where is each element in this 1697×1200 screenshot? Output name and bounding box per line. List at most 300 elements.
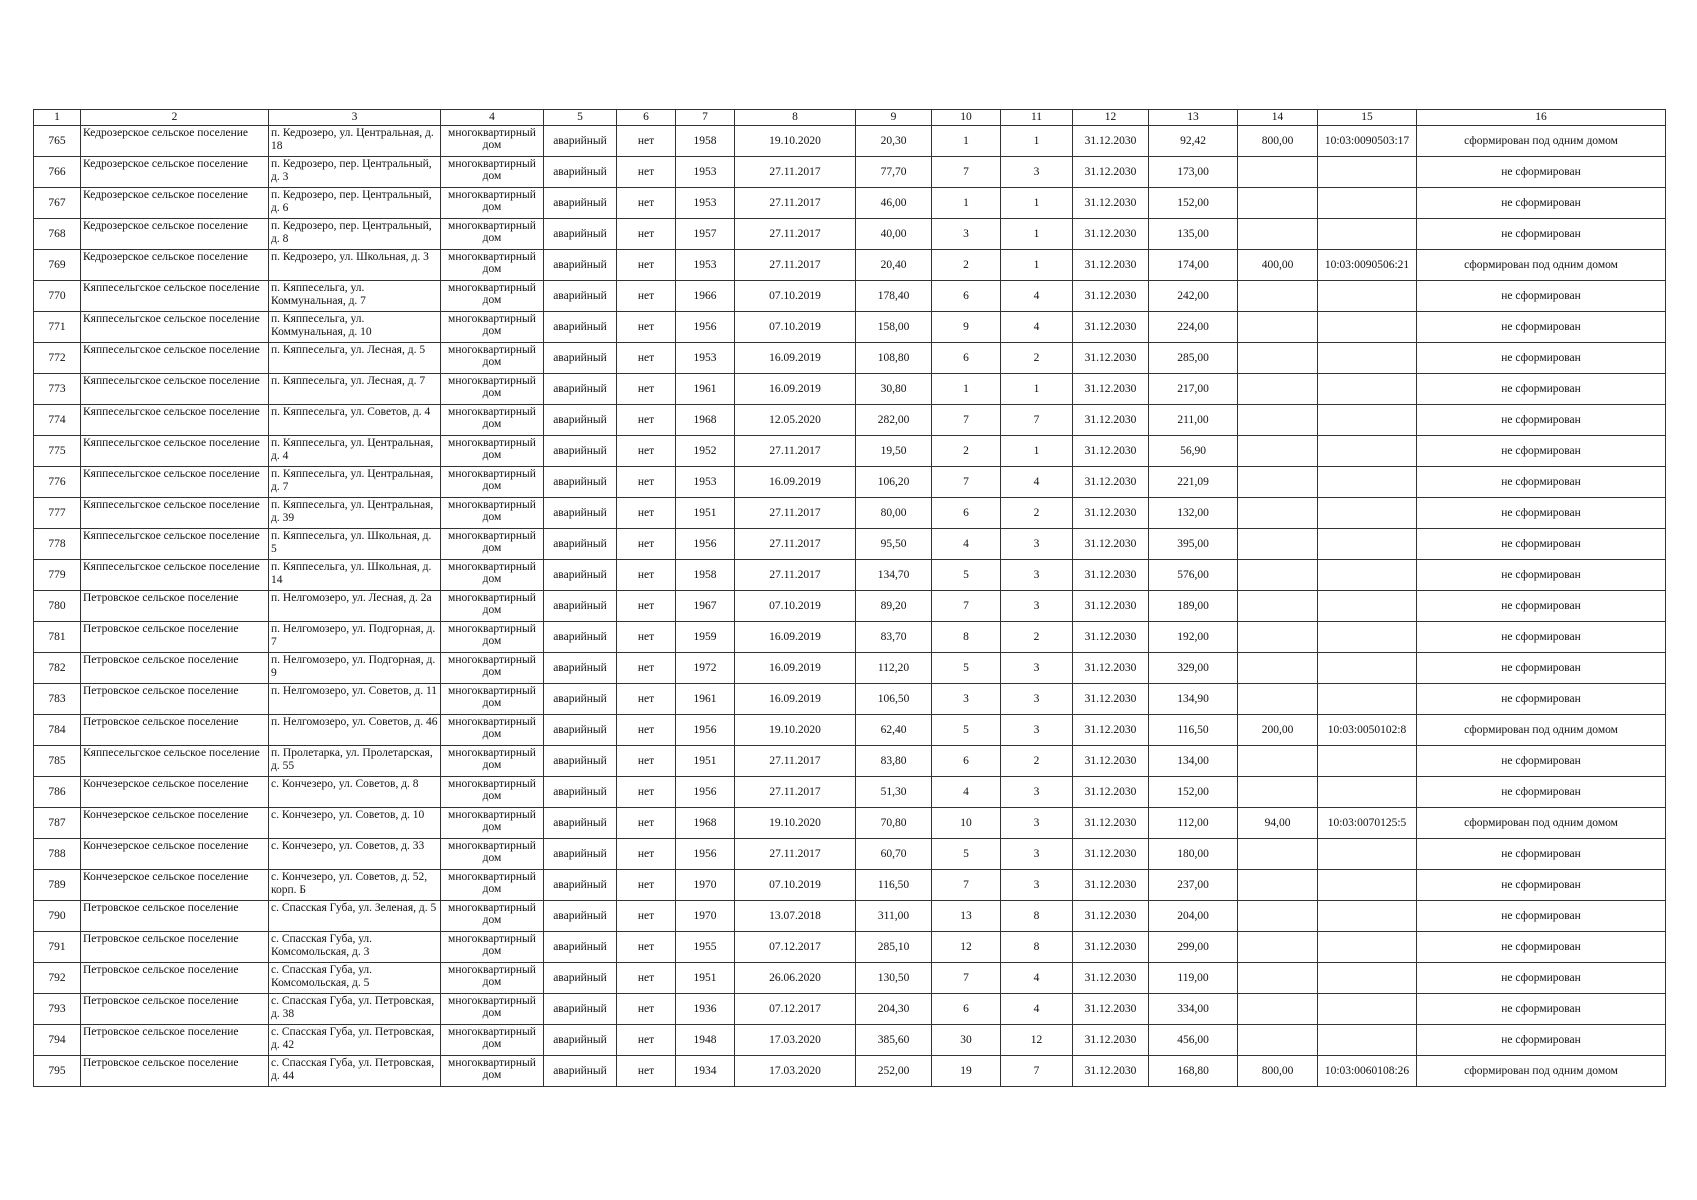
- table-cell-col-3: с. Спасская Губа, ул. Петровская, д. 44: [269, 1056, 441, 1087]
- table-cell-col-9: 95,50: [856, 529, 932, 560]
- table-cell-col-10: 3: [932, 684, 1001, 715]
- table-row: [34, 808, 1666, 839]
- table-cell-col-3: п. Кедрозеро, пер. Центральный, д. 3: [269, 157, 441, 188]
- table-cell-col-14: [1238, 467, 1318, 498]
- table-cell-col-12: 31.12.2030: [1073, 219, 1149, 250]
- table-cell-col-13: 192,00: [1149, 622, 1238, 653]
- column-header-5: 5: [544, 110, 617, 126]
- table-cell-col-3: с. Кончезеро, ул. Советов, д. 10: [269, 808, 441, 839]
- table-cell-col-5: аварийный: [544, 1025, 617, 1056]
- table-cell-col-15: [1318, 839, 1417, 870]
- table-cell-col-16: не сформирован: [1417, 653, 1666, 684]
- table-row: [34, 684, 1666, 715]
- table-cell-col-14: [1238, 281, 1318, 312]
- table-cell-col-5: аварийный: [544, 684, 617, 715]
- table-row: [34, 498, 1666, 529]
- table-cell-col-2: Кяппесельгское сельское поселение: [81, 312, 269, 343]
- table-cell-col-2: Кончезерское сельское поселение: [81, 839, 269, 870]
- table-row: [34, 1056, 1666, 1087]
- table-cell-col-1: 791: [34, 932, 81, 963]
- table-cell-col-3: с. Кончезеро, ул. Советов, д. 8: [269, 777, 441, 808]
- table-cell-col-16: не сформирован: [1417, 994, 1666, 1025]
- table-cell-col-12: 31.12.2030: [1073, 1056, 1149, 1087]
- table-cell-col-6: нет: [617, 126, 676, 157]
- table-cell-col-3: п. Кяппесельга, ул. Коммунальная, д. 10: [269, 312, 441, 343]
- table-cell-col-2: Кедрозерское сельское поселение: [81, 250, 269, 281]
- table-row: [34, 126, 1666, 157]
- table-cell-col-3: п. Нелгомозеро, ул. Подгорная, д. 7: [269, 622, 441, 653]
- table-cell-col-5: аварийный: [544, 808, 617, 839]
- table-cell-col-1: 780: [34, 591, 81, 622]
- table-cell-col-10: 1: [932, 188, 1001, 219]
- table-cell-col-9: 70,80: [856, 808, 932, 839]
- table-cell-col-9: 30,80: [856, 374, 932, 405]
- table-cell-col-8: 16.09.2019: [735, 374, 856, 405]
- table-cell-col-9: 178,40: [856, 281, 932, 312]
- table-cell-col-14: [1238, 312, 1318, 343]
- table-cell-col-4: многоквартирный дом: [441, 870, 544, 901]
- table-cell-col-12: 31.12.2030: [1073, 870, 1149, 901]
- table-cell-col-6: нет: [617, 839, 676, 870]
- table-cell-col-4: многоквартирный дом: [441, 126, 544, 157]
- table-cell-col-9: 158,00: [856, 312, 932, 343]
- table-cell-col-1: 783: [34, 684, 81, 715]
- table-cell-col-13: 134,00: [1149, 746, 1238, 777]
- table-cell-col-6: нет: [617, 622, 676, 653]
- table-cell-col-9: 51,30: [856, 777, 932, 808]
- table-cell-col-13: 334,00: [1149, 994, 1238, 1025]
- table-cell-col-15: [1318, 343, 1417, 374]
- table-cell-col-4: многоквартирный дом: [441, 529, 544, 560]
- table-cell-col-2: Петровское сельское поселение: [81, 901, 269, 932]
- table-cell-col-11: 3: [1001, 715, 1073, 746]
- table-cell-col-10: 6: [932, 746, 1001, 777]
- table-cell-col-11: 3: [1001, 157, 1073, 188]
- table-row: [34, 343, 1666, 374]
- table-cell-col-12: 31.12.2030: [1073, 1025, 1149, 1056]
- table-cell-col-15: [1318, 560, 1417, 591]
- table-cell-col-14: [1238, 777, 1318, 808]
- table-cell-col-8: 07.10.2019: [735, 312, 856, 343]
- table-cell-col-8: 07.12.2017: [735, 994, 856, 1025]
- table-cell-col-4: многоквартирный дом: [441, 901, 544, 932]
- table-cell-col-2: Кяппесельгское сельское поселение: [81, 436, 269, 467]
- table-cell-col-13: 395,00: [1149, 529, 1238, 560]
- table-cell-col-8: 16.09.2019: [735, 467, 856, 498]
- table-cell-col-3: п. Нелгомозеро, ул. Советов, д. 11: [269, 684, 441, 715]
- table-cell-col-16: не сформирован: [1417, 591, 1666, 622]
- table-cell-col-5: аварийный: [544, 405, 617, 436]
- table-cell-col-8: 27.11.2017: [735, 560, 856, 591]
- table-cell-col-15: [1318, 591, 1417, 622]
- table-cell-col-7: 1955: [676, 932, 735, 963]
- table-cell-col-8: 27.11.2017: [735, 250, 856, 281]
- table-cell-col-3: п. Кяппесельга, ул. Лесная, д. 5: [269, 343, 441, 374]
- table-cell-col-12: 31.12.2030: [1073, 591, 1149, 622]
- table-row: [34, 405, 1666, 436]
- table-cell-col-7: 1956: [676, 312, 735, 343]
- table-cell-col-13: 119,00: [1149, 963, 1238, 994]
- table-cell-col-6: нет: [617, 157, 676, 188]
- table-row: [34, 374, 1666, 405]
- table-cell-col-1: 767: [34, 188, 81, 219]
- table-cell-col-13: 576,00: [1149, 560, 1238, 591]
- table-cell-col-2: Кончезерское сельское поселение: [81, 808, 269, 839]
- table-cell-col-7: 1957: [676, 219, 735, 250]
- table-cell-col-8: 19.10.2020: [735, 808, 856, 839]
- table-cell-col-5: аварийный: [544, 343, 617, 374]
- table-cell-col-12: 31.12.2030: [1073, 808, 1149, 839]
- table-cell-col-5: аварийный: [544, 467, 617, 498]
- table-cell-col-5: аварийный: [544, 188, 617, 219]
- table-cell-col-9: 130,50: [856, 963, 932, 994]
- table-cell-col-13: 134,90: [1149, 684, 1238, 715]
- table-cell-col-16: не сформирован: [1417, 622, 1666, 653]
- table-cell-col-8: 16.09.2019: [735, 343, 856, 374]
- table-cell-col-6: нет: [617, 808, 676, 839]
- table-cell-col-9: 116,50: [856, 870, 932, 901]
- table-cell-col-13: 174,00: [1149, 250, 1238, 281]
- table-cell-col-12: 31.12.2030: [1073, 684, 1149, 715]
- table-cell-col-15: [1318, 901, 1417, 932]
- table-cell-col-6: нет: [617, 591, 676, 622]
- table-cell-col-3: п. Кедрозеро, пер. Центральный, д. 8: [269, 219, 441, 250]
- table-cell-col-5: аварийный: [544, 560, 617, 591]
- table-cell-col-15: [1318, 312, 1417, 343]
- table-cell-col-11: 3: [1001, 777, 1073, 808]
- table-cell-col-11: 1: [1001, 374, 1073, 405]
- table-cell-col-4: многоквартирный дом: [441, 777, 544, 808]
- table-cell-col-7: 1956: [676, 715, 735, 746]
- table-cell-col-8: 27.11.2017: [735, 219, 856, 250]
- table-cell-col-11: 2: [1001, 622, 1073, 653]
- table-cell-col-13: 285,00: [1149, 343, 1238, 374]
- table-row: [34, 250, 1666, 281]
- table-cell-col-4: многоквартирный дом: [441, 1056, 544, 1087]
- column-header-3: 3: [269, 110, 441, 126]
- table-cell-col-1: 793: [34, 994, 81, 1025]
- table-cell-col-8: 17.03.2020: [735, 1025, 856, 1056]
- table-cell-col-6: нет: [617, 188, 676, 219]
- table-cell-col-14: [1238, 746, 1318, 777]
- table-cell-col-1: 772: [34, 343, 81, 374]
- table-cell-col-16: не сформирован: [1417, 281, 1666, 312]
- table-cell-col-4: многоквартирный дом: [441, 405, 544, 436]
- column-header-2: 2: [81, 110, 269, 126]
- table-cell-col-6: нет: [617, 1056, 676, 1087]
- table-cell-col-9: 112,20: [856, 653, 932, 684]
- table-cell-col-3: п. Кедрозеро, ул. Школьная, д. 3: [269, 250, 441, 281]
- table-cell-col-15: 10:03:0090506:21: [1318, 250, 1417, 281]
- table-cell-col-15: [1318, 188, 1417, 219]
- table-cell-col-8: 17.03.2020: [735, 1056, 856, 1087]
- table-row: [34, 312, 1666, 343]
- table-cell-col-12: 31.12.2030: [1073, 653, 1149, 684]
- table-cell-col-4: многоквартирный дом: [441, 250, 544, 281]
- table-cell-col-10: 2: [932, 436, 1001, 467]
- table-cell-col-2: Кедрозерское сельское поселение: [81, 188, 269, 219]
- table-cell-col-4: многоквартирный дом: [441, 808, 544, 839]
- table-cell-col-5: аварийный: [544, 157, 617, 188]
- table-cell-col-5: аварийный: [544, 374, 617, 405]
- table-cell-col-7: 1948: [676, 1025, 735, 1056]
- table-cell-col-11: 12: [1001, 1025, 1073, 1056]
- column-header-16: 16: [1417, 110, 1666, 126]
- table-cell-col-14: 400,00: [1238, 250, 1318, 281]
- table-cell-col-2: Кончезерское сельское поселение: [81, 777, 269, 808]
- table-cell-col-5: аварийный: [544, 219, 617, 250]
- table-row: [34, 901, 1666, 932]
- table-cell-col-7: 1967: [676, 591, 735, 622]
- table-cell-col-12: 31.12.2030: [1073, 932, 1149, 963]
- table-cell-col-7: 1968: [676, 405, 735, 436]
- table-cell-col-1: 788: [34, 839, 81, 870]
- table-cell-col-14: [1238, 1025, 1318, 1056]
- table-cell-col-7: 1953: [676, 343, 735, 374]
- table-cell-col-6: нет: [617, 560, 676, 591]
- table-cell-col-5: аварийный: [544, 250, 617, 281]
- table-cell-col-10: 7: [932, 405, 1001, 436]
- table-cell-col-1: 790: [34, 901, 81, 932]
- table-row: [34, 870, 1666, 901]
- table-cell-col-5: аварийный: [544, 529, 617, 560]
- table-row: [34, 529, 1666, 560]
- table-cell-col-16: сформирован под одним домом: [1417, 250, 1666, 281]
- column-header-15: 15: [1318, 110, 1417, 126]
- table-cell-col-6: нет: [617, 374, 676, 405]
- table-cell-col-6: нет: [617, 963, 676, 994]
- table-cell-col-5: аварийный: [544, 622, 617, 653]
- table-cell-col-10: 8: [932, 622, 1001, 653]
- table-cell-col-16: не сформирован: [1417, 312, 1666, 343]
- table-cell-col-10: 5: [932, 653, 1001, 684]
- table-cell-col-3: п. Кяппесельга, ул. Центральная, д. 4: [269, 436, 441, 467]
- table-cell-col-8: 16.09.2019: [735, 653, 856, 684]
- table-cell-col-4: многоквартирный дом: [441, 839, 544, 870]
- table-cell-col-3: п. Нелгомозеро, ул. Советов, д. 46: [269, 715, 441, 746]
- table-cell-col-2: Кяппесельгское сельское поселение: [81, 405, 269, 436]
- table-cell-col-1: 779: [34, 560, 81, 591]
- table-cell-col-6: нет: [617, 281, 676, 312]
- table-cell-col-4: многоквартирный дом: [441, 653, 544, 684]
- table-cell-col-11: 1: [1001, 250, 1073, 281]
- table-cell-col-13: 242,00: [1149, 281, 1238, 312]
- table-cell-col-10: 9: [932, 312, 1001, 343]
- table-cell-col-2: Петровское сельское поселение: [81, 994, 269, 1025]
- table-cell-col-6: нет: [617, 436, 676, 467]
- table-cell-col-10: 10: [932, 808, 1001, 839]
- table-cell-col-16: не сформирован: [1417, 901, 1666, 932]
- table-cell-col-15: [1318, 405, 1417, 436]
- table-cell-col-4: многоквартирный дом: [441, 374, 544, 405]
- table-cell-col-10: 1: [932, 374, 1001, 405]
- table-cell-col-15: [1318, 653, 1417, 684]
- table-cell-col-2: Кедрозерское сельское поселение: [81, 126, 269, 157]
- table-cell-col-2: Петровское сельское поселение: [81, 715, 269, 746]
- table-cell-col-16: не сформирован: [1417, 157, 1666, 188]
- table-cell-col-12: 31.12.2030: [1073, 901, 1149, 932]
- table-cell-col-14: [1238, 374, 1318, 405]
- table-cell-col-2: Кяппесельгское сельское поселение: [81, 529, 269, 560]
- table-cell-col-12: 31.12.2030: [1073, 281, 1149, 312]
- table-row: [34, 994, 1666, 1025]
- table-cell-col-11: 3: [1001, 560, 1073, 591]
- table-cell-col-7: 1952: [676, 436, 735, 467]
- table-cell-col-13: 456,00: [1149, 1025, 1238, 1056]
- table-cell-col-8: 07.10.2019: [735, 591, 856, 622]
- table-cell-col-12: 31.12.2030: [1073, 777, 1149, 808]
- table-cell-col-11: 4: [1001, 312, 1073, 343]
- table-cell-col-14: 800,00: [1238, 126, 1318, 157]
- table-cell-col-8: 19.10.2020: [735, 126, 856, 157]
- table-cell-col-10: 12: [932, 932, 1001, 963]
- table-cell-col-3: п. Кяппесельга, ул. Школьная, д. 5: [269, 529, 441, 560]
- table-cell-col-7: 1934: [676, 1056, 735, 1087]
- table-cell-col-14: [1238, 870, 1318, 901]
- table-cell-col-1: 794: [34, 1025, 81, 1056]
- table-cell-col-2: Петровское сельское поселение: [81, 1025, 269, 1056]
- table-cell-col-3: п. Нелгомозеро, ул. Подгорная, д. 9: [269, 653, 441, 684]
- table-cell-col-13: 56,90: [1149, 436, 1238, 467]
- table-row: [34, 777, 1666, 808]
- table-cell-col-12: 31.12.2030: [1073, 622, 1149, 653]
- table-cell-col-1: 782: [34, 653, 81, 684]
- table-cell-col-8: 27.11.2017: [735, 188, 856, 219]
- table-cell-col-7: 1959: [676, 622, 735, 653]
- table-cell-col-3: с. Спасская Губа, ул. Петровская, д. 38: [269, 994, 441, 1025]
- table-cell-col-1: 775: [34, 436, 81, 467]
- table-cell-col-9: 20,30: [856, 126, 932, 157]
- table-row: [34, 219, 1666, 250]
- table-cell-col-14: [1238, 901, 1318, 932]
- table-cell-col-7: 1970: [676, 901, 735, 932]
- table-cell-col-7: 1951: [676, 498, 735, 529]
- table-cell-col-14: 800,00: [1238, 1056, 1318, 1087]
- table-cell-col-3: п. Кедрозеро, пер. Центральный, д. 6: [269, 188, 441, 219]
- table-cell-col-10: 6: [932, 343, 1001, 374]
- table-cell-col-11: 7: [1001, 1056, 1073, 1087]
- table-cell-col-1: 776: [34, 467, 81, 498]
- table-cell-col-8: 16.09.2019: [735, 684, 856, 715]
- table-cell-col-6: нет: [617, 467, 676, 498]
- table-cell-col-12: 31.12.2030: [1073, 405, 1149, 436]
- table-cell-col-7: 1936: [676, 994, 735, 1025]
- table-cell-col-14: [1238, 653, 1318, 684]
- table-cell-col-11: 4: [1001, 963, 1073, 994]
- table-cell-col-15: [1318, 529, 1417, 560]
- table-cell-col-16: сформирован под одним домом: [1417, 126, 1666, 157]
- table-cell-col-9: 311,00: [856, 901, 932, 932]
- table-cell-col-2: Кяппесельгское сельское поселение: [81, 498, 269, 529]
- table-cell-col-8: 27.11.2017: [735, 436, 856, 467]
- column-header-13: 13: [1149, 110, 1238, 126]
- table-cell-col-10: 13: [932, 901, 1001, 932]
- table-cell-col-5: аварийный: [544, 963, 617, 994]
- table-cell-col-16: не сформирован: [1417, 870, 1666, 901]
- table-cell-col-1: 778: [34, 529, 81, 560]
- table-cell-col-13: 116,50: [1149, 715, 1238, 746]
- table-cell-col-3: п. Кяппесельга, ул. Школьная, д. 14: [269, 560, 441, 591]
- table-cell-col-12: 31.12.2030: [1073, 529, 1149, 560]
- table-cell-col-11: 3: [1001, 653, 1073, 684]
- table-body: [34, 126, 1666, 1087]
- table-row: [34, 715, 1666, 746]
- table-cell-col-9: 106,20: [856, 467, 932, 498]
- table-cell-col-11: 8: [1001, 932, 1073, 963]
- column-header-8: 8: [735, 110, 856, 126]
- table-row: [34, 560, 1666, 591]
- table-cell-col-16: не сформирован: [1417, 498, 1666, 529]
- table-cell-col-6: нет: [617, 901, 676, 932]
- table-cell-col-13: 329,00: [1149, 653, 1238, 684]
- table-cell-col-10: 7: [932, 870, 1001, 901]
- table-cell-col-8: 19.10.2020: [735, 715, 856, 746]
- table-cell-col-2: Петровское сельское поселение: [81, 1056, 269, 1087]
- table-cell-col-9: 83,80: [856, 746, 932, 777]
- column-header-10: 10: [932, 110, 1001, 126]
- table-cell-col-10: 30: [932, 1025, 1001, 1056]
- table-cell-col-8: 07.12.2017: [735, 932, 856, 963]
- table-cell-col-1: 770: [34, 281, 81, 312]
- table-cell-col-11: 4: [1001, 281, 1073, 312]
- table-cell-col-16: не сформирован: [1417, 188, 1666, 219]
- table-cell-col-8: 16.09.2019: [735, 622, 856, 653]
- table-cell-col-8: 12.05.2020: [735, 405, 856, 436]
- table-cell-col-11: 8: [1001, 901, 1073, 932]
- table-cell-col-16: не сформирован: [1417, 436, 1666, 467]
- table-cell-col-15: 10:03:0060108:26: [1318, 1056, 1417, 1087]
- table-cell-col-16: не сформирован: [1417, 529, 1666, 560]
- table-cell-col-10: 19: [932, 1056, 1001, 1087]
- table-cell-col-15: [1318, 498, 1417, 529]
- table-cell-col-9: 77,70: [856, 157, 932, 188]
- table-cell-col-10: 5: [932, 839, 1001, 870]
- table-cell-col-6: нет: [617, 870, 676, 901]
- table-cell-col-7: 1951: [676, 746, 735, 777]
- table-cell-col-6: нет: [617, 498, 676, 529]
- table-cell-col-6: нет: [617, 312, 676, 343]
- table-cell-col-7: 1956: [676, 529, 735, 560]
- table-cell-col-9: 252,00: [856, 1056, 932, 1087]
- table-row: [34, 1025, 1666, 1056]
- table-cell-col-10: 7: [932, 963, 1001, 994]
- column-header-6: 6: [617, 110, 676, 126]
- table-cell-col-2: Кяппесельгское сельское поселение: [81, 746, 269, 777]
- table-row: [34, 188, 1666, 219]
- table-cell-col-12: 31.12.2030: [1073, 560, 1149, 591]
- table-cell-col-16: не сформирован: [1417, 839, 1666, 870]
- table-cell-col-11: 2: [1001, 343, 1073, 374]
- table-cell-col-12: 31.12.2030: [1073, 312, 1149, 343]
- table-cell-col-6: нет: [617, 1025, 676, 1056]
- table-cell-col-14: [1238, 591, 1318, 622]
- table-row: [34, 157, 1666, 188]
- table-cell-col-7: 1953: [676, 188, 735, 219]
- table-cell-col-5: аварийный: [544, 901, 617, 932]
- table-cell-col-8: 26.06.2020: [735, 963, 856, 994]
- table-cell-col-4: многоквартирный дом: [441, 622, 544, 653]
- table-cell-col-5: аварийный: [544, 126, 617, 157]
- table-cell-col-11: 1: [1001, 219, 1073, 250]
- table-cell-col-1: 781: [34, 622, 81, 653]
- table-cell-col-4: многоквартирный дом: [441, 281, 544, 312]
- table-cell-col-4: многоквартирный дом: [441, 467, 544, 498]
- table-cell-col-4: многоквартирный дом: [441, 343, 544, 374]
- table-cell-col-7: 1961: [676, 374, 735, 405]
- table-cell-col-11: 4: [1001, 994, 1073, 1025]
- table-cell-col-11: 4: [1001, 467, 1073, 498]
- table-cell-col-4: многоквартирный дом: [441, 994, 544, 1025]
